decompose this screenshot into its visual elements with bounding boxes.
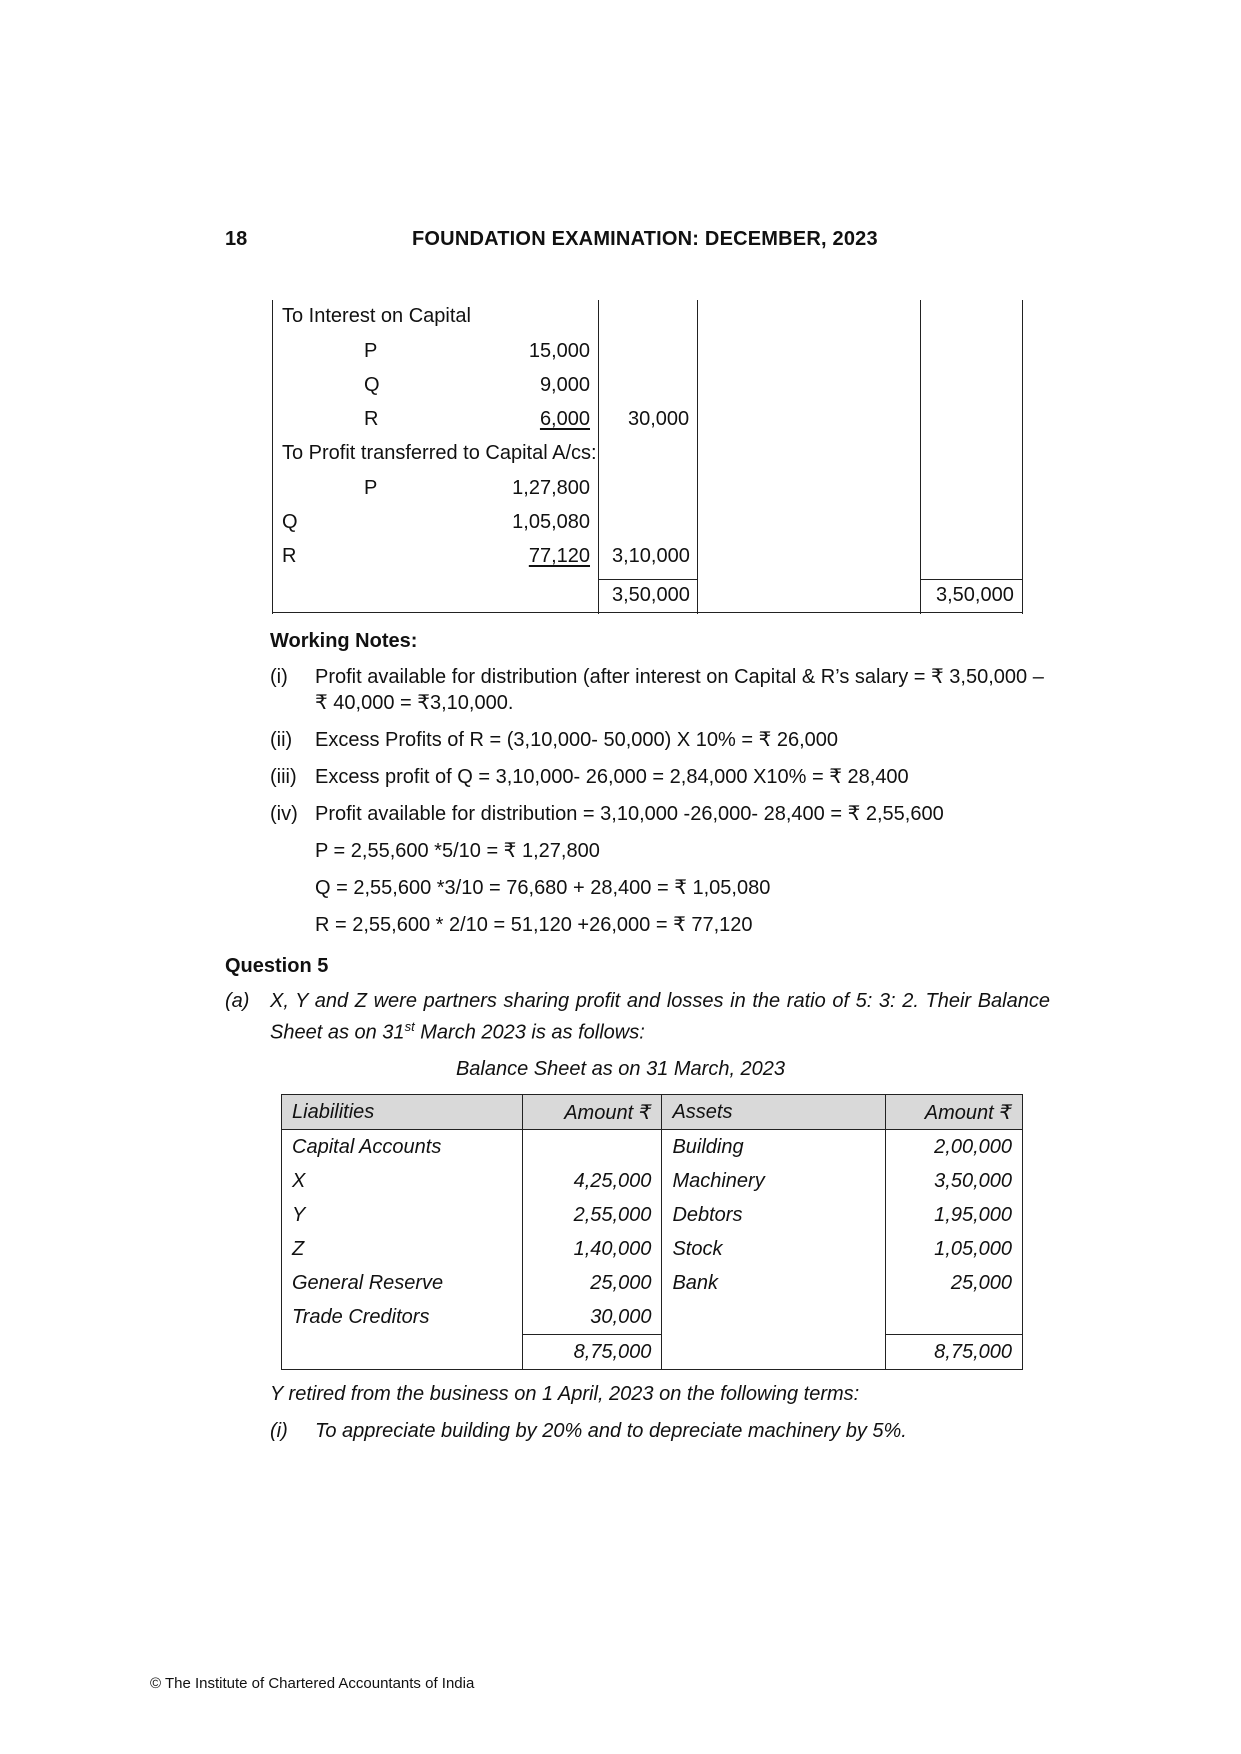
page-number: 18 bbox=[225, 228, 248, 250]
profit-partner-amount: 1,05,080 bbox=[512, 511, 590, 533]
interest-partner-name: Q bbox=[364, 374, 380, 396]
ledger-bottom-rule bbox=[272, 612, 1022, 613]
question-title: Question 5 bbox=[225, 955, 329, 977]
working-note-text: Profit available for distribution = 3,10,000 -26,000- 28,400 = ₹ 2,55,600 bbox=[315, 803, 944, 825]
question-intro-line: X, Y and Z were partners sharing profit and losses in the ratio of 5: 3: 2. Their Balance bbox=[270, 990, 1050, 1012]
column-header: Liabilities bbox=[282, 1095, 523, 1130]
interest-partner-name: R bbox=[364, 408, 379, 430]
liability-amount: 2,55,000 bbox=[522, 1198, 662, 1232]
asset-name: Building bbox=[662, 1130, 886, 1165]
balance-sheet-table bbox=[281, 1094, 1023, 1370]
ledger-divider-3 bbox=[920, 300, 921, 614]
term-text: To appreciate building by 20% and to depreciate machinery by 5%. bbox=[315, 1420, 907, 1442]
asset-amount: 1,95,000 bbox=[886, 1198, 1023, 1232]
liability-name: General Reserve bbox=[282, 1266, 523, 1300]
partner-share-calculation: Q = 2,55,600 *3/10 = 76,680 + 28,400 = ₹ 1,05,080 bbox=[315, 877, 771, 899]
liability-name: Z bbox=[282, 1232, 523, 1266]
retirement-term bbox=[270, 1418, 1050, 1444]
ledger-border-left bbox=[272, 300, 273, 614]
asset-name: Debtors bbox=[662, 1198, 886, 1232]
working-note-number: (iv) bbox=[270, 803, 298, 825]
table-row bbox=[282, 1266, 1023, 1300]
asset-amount: 1,05,000 bbox=[886, 1232, 1023, 1266]
question-intro-line bbox=[270, 1014, 645, 1046]
column-header: Amount ₹ bbox=[886, 1095, 1023, 1130]
interest-on-capital-label: To Interest on Capital bbox=[282, 305, 471, 327]
asset-name bbox=[662, 1300, 886, 1335]
ledger-grand-total-right: 3,50,000 bbox=[936, 584, 1014, 606]
liability-amount: 1,40,000 bbox=[522, 1232, 662, 1266]
profit-partner-name: R bbox=[282, 545, 297, 567]
ledger-total-rule-left bbox=[598, 579, 697, 580]
liability-amount: 25,000 bbox=[522, 1266, 662, 1300]
liability-amount: 30,000 bbox=[522, 1300, 662, 1335]
asset-amount: 3,50,000 bbox=[886, 1164, 1023, 1198]
working-note bbox=[270, 664, 1050, 718]
copyright-footer: © The Institute of Chartered Accountants of India bbox=[150, 1675, 475, 1692]
working-note bbox=[270, 764, 1050, 790]
column-header: Assets bbox=[662, 1095, 886, 1130]
question-intro-text: March 2023 is as follows: bbox=[414, 1021, 645, 1044]
working-note-number: (iii) bbox=[270, 766, 297, 788]
ordinal-suffix: st bbox=[404, 1019, 415, 1034]
interest-partner-name: P bbox=[364, 340, 378, 362]
working-note-text: Excess profit of Q = 3,10,000- 26,000 = 2,84,000 X10% = ₹ 28,400 bbox=[315, 766, 909, 788]
asset-name: Machinery bbox=[662, 1164, 886, 1198]
profit-partner-name: Q bbox=[282, 511, 298, 533]
asset-name: Bank bbox=[662, 1266, 886, 1300]
empty-cell bbox=[662, 1335, 886, 1370]
column-header: Amount ₹ bbox=[522, 1095, 662, 1130]
term-number: (i) bbox=[270, 1420, 288, 1442]
page-header-title: FOUNDATION EXAMINATION: DECEMBER, 2023 bbox=[412, 228, 878, 250]
ledger-divider-2 bbox=[697, 300, 698, 614]
appropriation-account-ledger bbox=[272, 300, 1032, 614]
interest-total: 30,000 bbox=[628, 408, 690, 430]
profit-transferred-label: To Profit transferred to Capital A/cs: bbox=[282, 442, 597, 464]
working-note-text: Excess Profits of R = (3,10,000- 50,000) X 10% = ₹ 26,000 bbox=[315, 729, 839, 751]
ledger-grand-total-left: 3,50,000 bbox=[612, 584, 690, 606]
table-row bbox=[282, 1164, 1023, 1198]
interest-partner-amount: 9,000 bbox=[539, 374, 590, 396]
question-intro-text: Sheet as on 31 bbox=[270, 1021, 405, 1044]
working-note-text: Profit available for distribution (after interest on Capital & R’s salary = ₹ 3,50,000 – bbox=[315, 666, 1044, 688]
interest-partner-amount: 15,000 bbox=[528, 340, 590, 362]
ledger-border-right bbox=[1022, 300, 1023, 614]
ledger-divider-1 bbox=[598, 300, 599, 614]
asset-name: Stock bbox=[662, 1232, 886, 1266]
table-row bbox=[282, 1300, 1023, 1335]
liability-name: Trade Creditors bbox=[282, 1300, 523, 1335]
asset-amount bbox=[886, 1300, 1023, 1335]
table-row bbox=[282, 1232, 1023, 1266]
table-row bbox=[282, 1198, 1023, 1232]
profit-partner-name: P bbox=[364, 477, 378, 499]
liability-amount bbox=[522, 1130, 662, 1165]
working-note-number: (ii) bbox=[270, 729, 293, 751]
working-notes-title: Working Notes: bbox=[270, 630, 418, 652]
profit-partner-amount: 1,27,800 bbox=[512, 477, 590, 499]
total-liabilities: 8,75,000 bbox=[522, 1335, 662, 1370]
empty-cell bbox=[282, 1335, 523, 1370]
total-assets: 8,75,000 bbox=[886, 1335, 1023, 1370]
working-note bbox=[270, 727, 1050, 753]
liability-name: X bbox=[282, 1164, 523, 1198]
asset-amount: 2,00,000 bbox=[886, 1130, 1023, 1165]
asset-amount: 25,000 bbox=[886, 1266, 1023, 1300]
liability-name: Capital Accounts bbox=[282, 1130, 523, 1165]
balance-sheet-caption: Balance Sheet as on 31 March, 2023 bbox=[455, 1058, 786, 1080]
working-note-text-continued: ₹ 40,000 = ₹3,10,000. bbox=[315, 692, 514, 714]
working-note bbox=[270, 801, 1050, 827]
liability-amount: 4,25,000 bbox=[522, 1164, 662, 1198]
retirement-terms-intro: Y retired from the business on 1 April, 2023 on the following terms: bbox=[270, 1383, 860, 1405]
question-part-label: (a) bbox=[225, 990, 250, 1012]
ledger-total-rule-right bbox=[920, 579, 1022, 580]
liability-name: Y bbox=[282, 1198, 523, 1232]
working-note-number: (i) bbox=[270, 666, 288, 688]
balance-sheet-total-row bbox=[282, 1335, 1023, 1370]
table-row bbox=[282, 1130, 1023, 1165]
balance-sheet-header-row bbox=[282, 1095, 1023, 1130]
interest-partner-amount: 6,000 bbox=[539, 408, 590, 430]
profit-partner-amount: 77,120 bbox=[528, 545, 590, 567]
profit-total: 3,10,000 bbox=[612, 545, 690, 567]
partner-share-calculation: R = 2,55,600 * 2/10 = 51,120 +26,000 = ₹ 77,120 bbox=[315, 914, 753, 936]
partner-share-calculation: P = 2,55,600 *5/10 = ₹ 1,27,800 bbox=[315, 840, 600, 862]
